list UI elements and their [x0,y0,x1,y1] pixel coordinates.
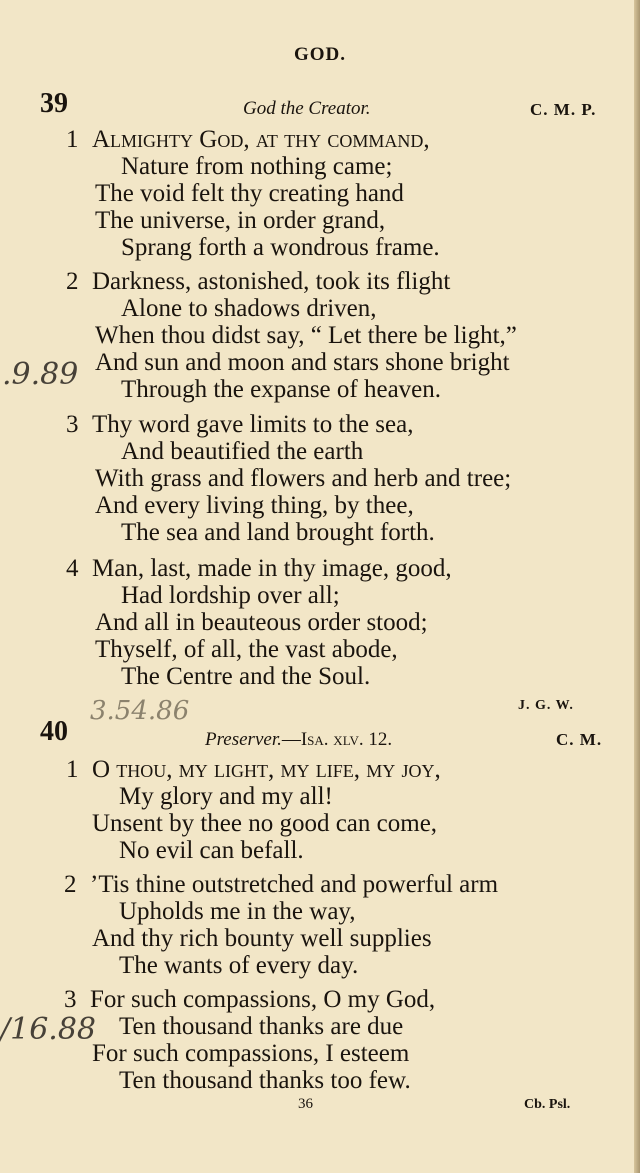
verse-line: And all in beauteous order stood; [95,609,428,636]
verse-line: Had lordship over all; [121,582,340,609]
verse-number: 3 [64,986,77,1013]
verse-line: And every living thing, by thee, [95,492,414,519]
page-number: 36 [298,1096,313,1112]
verse-line: Ten thousand thanks are due [119,1013,404,1040]
verse-number: 1 [66,126,79,153]
verse-line: Upholds me in the way, [119,898,356,925]
verse-line: Through the expanse of heaven. [121,376,442,403]
hymn-39-number: 39 [40,88,68,119]
verse-line: 2 ’Tis thine outstretched and powerful arm [64,871,499,898]
verse-line: Alone to shadows driven, [121,295,377,322]
verse-line: My glory and my all! [119,783,333,810]
hymn-40-title: Preserver.—Isa. xlv. 12. [205,729,393,750]
page-header: GOD. [293,44,347,65]
verse-line: 1 O thou, my light, my life, my joy, [66,756,441,783]
verse-line: Nature from nothing came; [121,153,393,180]
handwritten-note: /16.88 [0,1012,96,1047]
verse-line: 4 Man, last, made in thy image, good, [66,555,452,582]
hymn-40-meter: C. M. [556,730,603,749]
verse-line: 3 Thy word gave limits to the sea, [66,411,414,438]
verse-line: The void felt thy creating hand [95,180,404,207]
verse-line: Sprang forth a wondrous frame. [121,234,440,261]
verse-number: 1 [66,756,79,783]
verse-line: 2 Darkness, astonished, took its flight [66,268,451,295]
verse-line: When thou didst say, “ Let there be light,” [95,322,517,349]
verse-line: The wants of every day. [119,952,359,979]
verse-line: And beautified the earth [121,438,364,465]
printer-signature: Cb. Psl. [524,1097,571,1112]
verse-line: And sun and moon and stars shone bright [95,349,510,376]
verse-line: 3 For such compassions, O my God, [64,986,436,1013]
verse-line: Unsent by thee no good can come, [92,810,438,837]
scripture-reference: —Isa. xlv. 12. [281,729,393,750]
verse-line: Ten thousand thanks too few. [119,1067,411,1094]
verse-number: 2 [66,268,79,295]
verse-line: The universe, in order grand, [95,207,386,234]
handwritten-note: 3.54.86 [90,696,190,726]
verse-line: No evil can befall. [119,837,304,864]
verse-line: The sea and land brought forth. [121,519,435,546]
verse-number: 2 [64,871,77,898]
verse-number: 3 [66,411,79,438]
verse-line: For such compassions, I esteem [92,1040,410,1067]
page-edge [634,0,640,1173]
hymn-39-meter: C. M. P. [530,100,597,119]
verse-line: Thyself, of all, the vast abode, [95,636,398,663]
hymn-40-number: 40 [40,716,68,747]
verse-line: With grass and flowers and herb and tree; [95,465,512,492]
verse-number: 4 [66,555,79,582]
verse-line: And thy rich bounty well supplies [92,925,432,952]
hymn-39-author: J. G. W. [518,698,574,713]
verse-line: The Centre and the Soul. [121,663,371,690]
hymn-39-title: God the Creator. [243,98,371,119]
verse-line: 1 Almighty God, at thy command, [66,126,430,153]
handwritten-note: .9.89 [2,357,79,392]
